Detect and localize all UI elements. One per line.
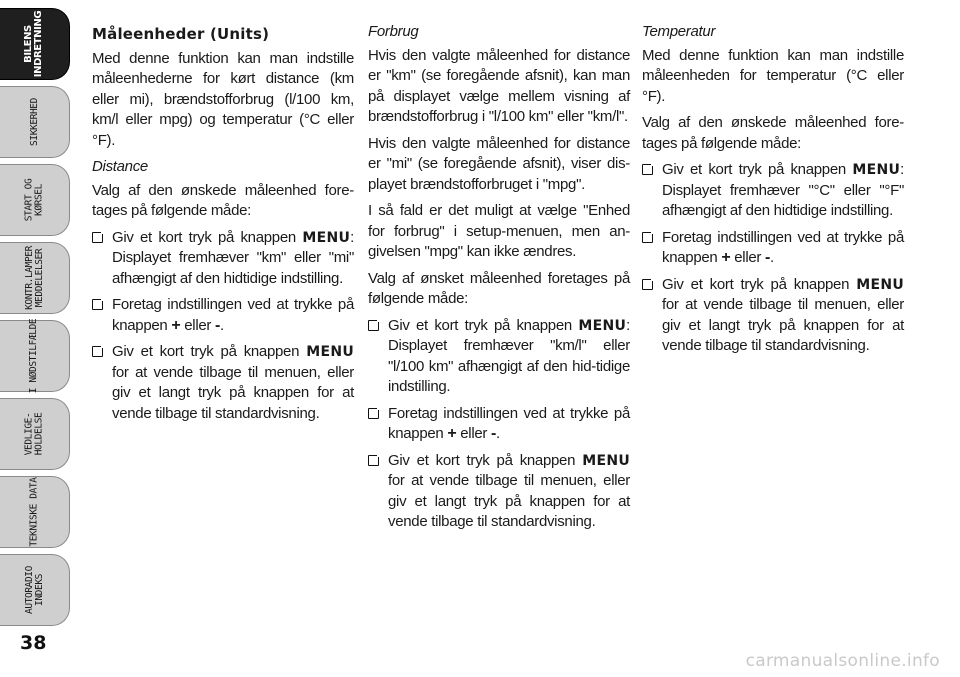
paragraph: Valg af ønsket måleenhed foretages på følgende måde: [368, 269, 630, 307]
tab-label: I NØDSTILFÆLDE [28, 318, 40, 394]
tab-label: START OG KØRSEL [23, 178, 45, 222]
menu-key: MENU [582, 452, 630, 469]
list-item [92, 228, 354, 290]
tab-label: BILENS INDRETNING [23, 10, 45, 78]
plus-key: + [447, 425, 457, 442]
tab-i-nodstilfaelde[interactable] [0, 320, 70, 392]
item-text: : Displayet fremhæver "km/l" eller "l/100 km" afhængigt af den hid-tidige indstilling. [388, 316, 630, 395]
item-text: Giv et kort tryk på knappen [112, 343, 307, 360]
paragraph: Hvis den valgte måleenhed for distance er "km" (se foregående afsnit), kan man på displayet vælge mellem visning af brændstofforbrug i "l/100 km" eller "km/l". [368, 46, 630, 125]
column-units [92, 22, 354, 430]
minus-key: - [214, 316, 220, 334]
subheading-distance: Distance [92, 158, 148, 175]
checkbox-bullet-icon [368, 408, 379, 419]
list-item [368, 316, 630, 398]
list-item [642, 160, 904, 222]
tab-kontrollamper-meddelelser[interactable] [0, 242, 70, 314]
item-text: for at vende tilbage til menuen, eller giv et langt tryk på knappen for at vende tilbage til standardvisning. [112, 363, 354, 422]
section-heading: Måleenheder (Units) [92, 25, 270, 43]
item-text: Foretag indstillingen ved at trykke på knappen [662, 228, 904, 266]
checkbox-bullet-icon [92, 346, 103, 357]
list-item [368, 404, 630, 445]
item-text: : Displayet fremhæver "°C" eller "°F" afhængigt af den hidtidige indstilling. [662, 161, 904, 219]
tab-start-og-korsel[interactable] [0, 164, 70, 236]
menu-key: MENU [852, 162, 901, 178]
minus-key: - [764, 249, 770, 266]
menu-key: MENU [856, 276, 904, 293]
intro-paragraph: Med denne funktion kan man indstille måleenhederne for kørt distance (km eller mi), brændstofforbrug (l/100 km, km/l eller mpg) og temperatur (°C eller °F). [92, 49, 354, 149]
subheading-temperatur: Temperatur [642, 23, 716, 40]
item-text: Foretag indstillingen ved at trykke på knappen [388, 404, 630, 442]
menu-key: MENU [302, 229, 351, 246]
tab-label: VEDLIGE- HOLDELSE [23, 412, 45, 456]
checkbox-bullet-icon [92, 232, 103, 243]
tab-tekniske-data[interactable] [0, 476, 70, 548]
checkbox-bullet-icon [642, 232, 653, 243]
item-text: eller [180, 316, 215, 334]
checkbox-bullet-icon [368, 455, 379, 466]
paragraph: Med denne funktion kan man indstille måleenheden for temperatur (°C eller °F). [642, 46, 904, 105]
item-text: for at vende tilbage til menuen, eller giv et langt tryk på knappen for at vende tilbage til standardvisning. [662, 296, 904, 354]
item-text: Giv et kort tryk på knappen [662, 161, 853, 178]
item-text: : Displayet fremhæver "km" eller "mi" afhængigt af den hidtidige indstilling. [112, 228, 354, 287]
list-item [642, 275, 904, 357]
item-text: eller [730, 249, 765, 266]
list-item [92, 295, 354, 336]
column-temperatur [642, 22, 904, 363]
list-item [92, 342, 354, 424]
paragraph: Valg af den ønskede måleenhed fore-tages på følgende måde: [642, 114, 904, 152]
plus-key: + [721, 249, 731, 266]
tab-bilens-indretning[interactable] [0, 8, 70, 80]
menu-key: MENU [306, 344, 354, 360]
item-text: . [220, 316, 224, 334]
item-text: Giv et kort tryk på knappen [112, 228, 303, 246]
item-text: eller [456, 425, 491, 442]
tab-label: AUTORADIO INDEKS [23, 566, 45, 614]
item-text: . [770, 249, 774, 266]
menu-key: MENU [578, 317, 627, 334]
page-number: 38 [20, 632, 47, 654]
column-forbrug [368, 22, 630, 539]
checkbox-bullet-icon [92, 299, 103, 310]
item-text: for at vende tilbage til menuen, eller giv et langt tryk på knappen for at vende tilbage til standardvisning. [388, 472, 630, 530]
tab-label: KONTR.LAMPER MEDDELELSER [23, 246, 45, 310]
tab-vedligeholdelse[interactable] [0, 398, 70, 470]
item-text: Giv et kort tryk på knappen [662, 275, 857, 293]
tab-sikkerhed[interactable] [0, 86, 70, 158]
chapter-sidebar [0, 0, 74, 677]
tab-label: SIKKERHED [28, 98, 40, 146]
list-item [642, 228, 904, 269]
checkbox-bullet-icon [368, 320, 379, 331]
plus-key: + [171, 316, 181, 334]
checkbox-bullet-icon [642, 164, 653, 175]
tab-autoradio-indeks[interactable] [0, 554, 70, 626]
watermark: carmanualsonline.info [745, 651, 940, 671]
item-text: Foretag indstillingen ved at trykke på knappen [112, 296, 354, 334]
item-text: Giv et kort tryk på knappen [388, 451, 583, 469]
paragraph: I så fald er det muligt at vælge "Enhed for forbrug" i setup-menuen, men an-givelsen "mpg" kan ikke ændres. [368, 202, 630, 260]
tab-label: TEKNISKE DATA [28, 477, 40, 547]
item-text: Giv et kort tryk på knappen [388, 316, 579, 334]
checkbox-bullet-icon [642, 279, 653, 290]
list-item [368, 451, 630, 533]
paragraph: Hvis den valgte måleenhed for distance er "mi" (se foregående afsnit), viser dis-playet brændstofforbruget i "mpg". [368, 134, 630, 193]
subheading-forbrug: Forbrug [368, 23, 419, 40]
paragraph: Valg af den ønskede måleenhed fore-tages på følgende måde: [92, 181, 354, 219]
minus-key: - [490, 425, 496, 442]
item-text: . [496, 425, 500, 442]
